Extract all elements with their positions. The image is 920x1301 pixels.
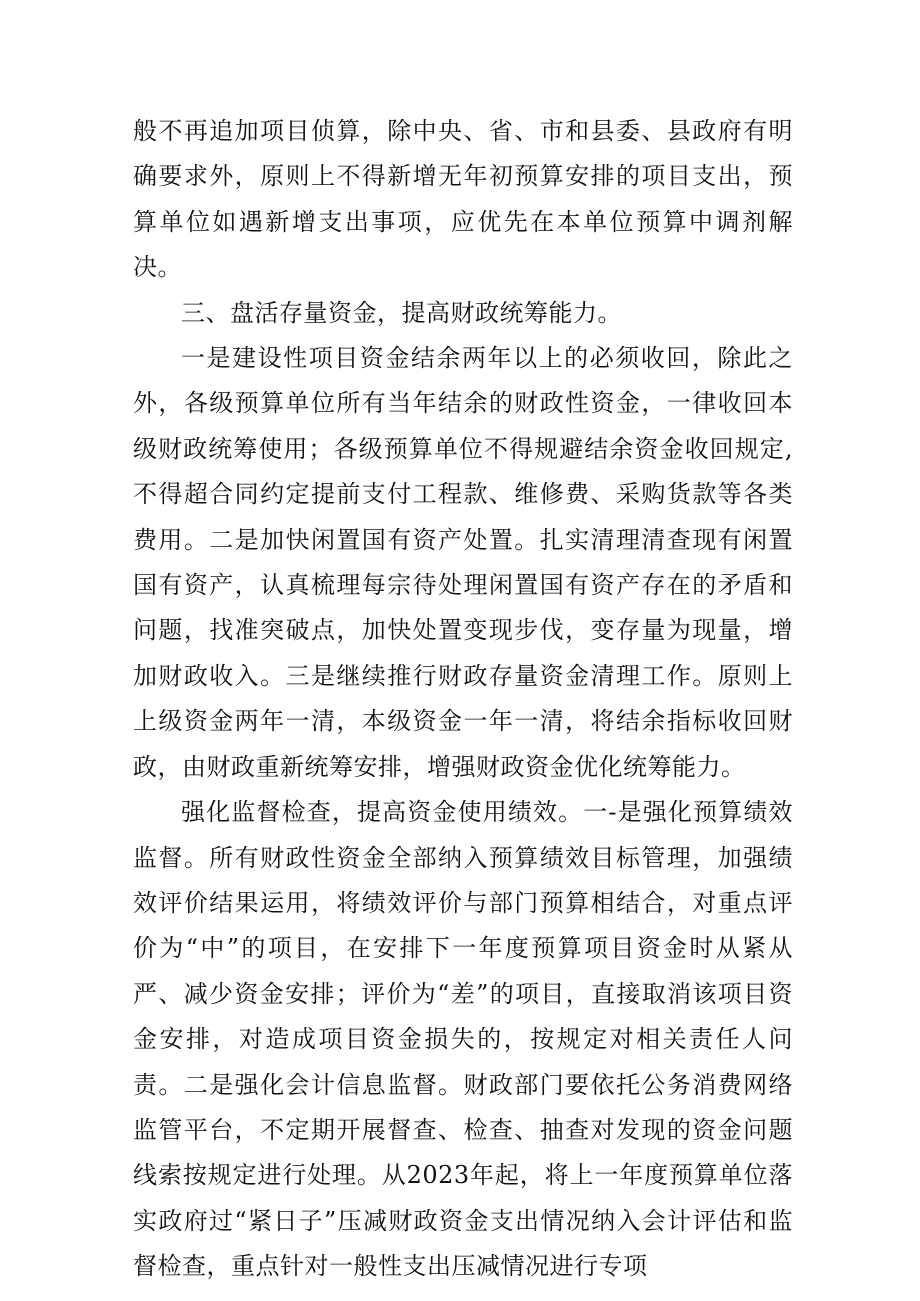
paragraph-supervision: 强化监督检查，提高资金使用绩效。一-是强化预算绩效监督。所有财政性资金全部纳入预算绩效目标管理，加强绩效评价结果运用，将绩效评价与部门预算相结合，对重点评价为“中”的项目，在安排下一年度预算项目资金时从紧从严、减少资金安排；评价为“差”的项目，直接取消该项目资金安排，对造成项目资金损失的，按规定对相关责任人问责。二是强化会计信息监督。财政部门要依托公务消费网络监管平台，不定期开展督查、检查、抽查对发现的资金问题线索按规定进行处理。从2023年起，将上一年度预算单位落实政府过“紧日子”压减财政资金支出情况纳入会计评估和监督检查，重点针对一般性支出压减情况进行专项 [133,798,793,1281]
section-heading: 三、盘活存量资金，提高财政统筹能力。 [181,298,622,327]
paragraph-continuation: 般不再追加项目侦算，除中央、省、市和县委、县政府有明确要求外，原则上不得新增无年初预算安排的项目支出，预算单位如遇新增支出事项，应优先在本单位预算中调剂解决。 [133,117,793,282]
paragraph-stock-funds: 一是建设性项目资金结余两年以上的必须收回，除此之外，各级预算单位所有当年结余的财政性资金，一律收回本级财政统筹使用；各级预算单位不得规避结余资金收回规定,不得超合同约定提前支付工程款、维修费、采购货款等各类费用。二是加快闲置国有资产处置。扎实清理清查现有闲置国有资产，认真梳理每宗待处理闲置国有资产存在的矛盾和问题，找准突破点，加快处置变现步伐，变存量为现量，增加财政收入。三是继续推行财政存量资金清理工作。原则上上级资金两年一清，本级资金一年一清，将结余指标收回财政，由财政重新统筹安排，增强财政资金优化统筹能力。 [133,344,793,781]
document-body [133,109,793,1290]
